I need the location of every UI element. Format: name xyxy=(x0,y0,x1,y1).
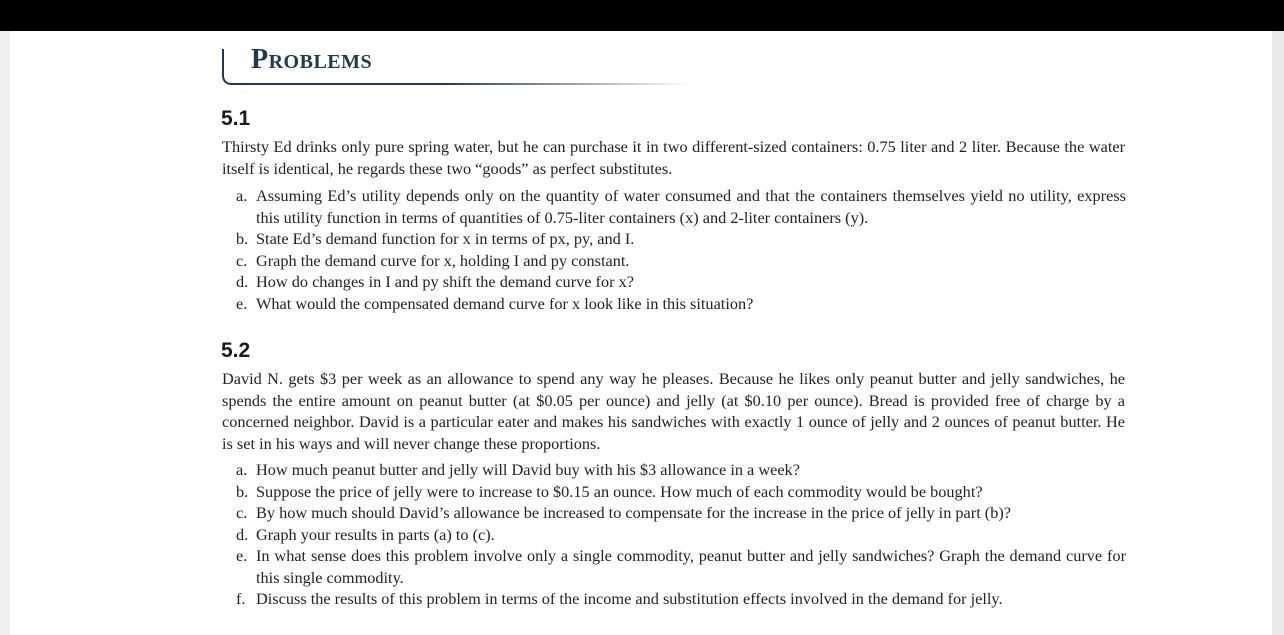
item-label: e. xyxy=(236,546,248,565)
item-text: What would the compensated demand curve for x look like in this situation? xyxy=(256,293,754,313)
item-text: Suppose the price of jelly were to increase to $0.15 an ounce. How much of each commodity would be bought? xyxy=(256,481,983,501)
item-label: c. xyxy=(236,250,248,270)
item-text: Graph the demand curve for x, holding I and py constant. xyxy=(256,250,630,270)
heading-rule xyxy=(236,83,691,85)
heading-bracket xyxy=(222,49,238,85)
list-item xyxy=(236,524,1126,546)
item-label: a. xyxy=(236,460,248,479)
item-text: Graph your results in parts (a) to (c). xyxy=(256,524,495,544)
problem-intro: David N. gets $3 per week as an allowance to spend any way he pleases. Because he likes only peanut butter and jelly sandwiches, he spends the entire amount on peanut butter (at $0.05 per ounce) and jelly (at $0.10 per ounce). Bread is provided free of charge by a concerned neighbor. David is a particular eater and makes his sandwiches with exactly 1 ounce of jelly and 2 ounces of peanut butter. He is set in his ways and will never change these proportions. xyxy=(222,369,1125,453)
list-item xyxy=(236,545,1126,588)
list-item xyxy=(236,250,1126,272)
list-item xyxy=(236,185,1126,228)
problem-items xyxy=(236,459,1126,610)
problem-number: 5.1 xyxy=(221,107,251,130)
item-label: a. xyxy=(236,186,248,205)
list-item xyxy=(236,271,1126,293)
list-item xyxy=(236,459,1126,481)
page-title: Problems xyxy=(251,44,373,75)
list-item xyxy=(236,588,1126,610)
item-label: e. xyxy=(236,293,248,313)
list-item xyxy=(236,293,1126,315)
item-label: f. xyxy=(236,589,246,608)
list-item xyxy=(236,502,1126,524)
problem-intro: Thirsty Ed drinks only pure spring water, but he can purchase it in two different-sized containers: 0.75 liter and 2 liter. Because the water itself is identical, he regards these two “goods” as perfect substitutes. xyxy=(222,137,1125,178)
item-text: By how much should David’s allowance be increased to compensate for the increase in the price of jelly in part (b)? xyxy=(256,503,1012,522)
right-page-edge xyxy=(1272,31,1284,635)
item-text: State Ed’s demand function for x in terms of px, py, and I. xyxy=(256,229,635,248)
item-label: d. xyxy=(236,524,249,544)
list-item xyxy=(236,228,1126,250)
item-text: Discuss the results of this problem in terms of the income and substitution effects involved in the demand for jelly. xyxy=(256,589,1003,608)
item-text: Assuming Ed’s utility depends only on the quantity of water consumed and that the containers themselves yield no utility, express this utility function in terms of quantities of 0.75-liter containers (x) and 2-liter containers (y). xyxy=(256,186,1126,227)
top-black-bar xyxy=(0,0,1284,31)
item-label: c. xyxy=(236,503,248,522)
item-label: b. xyxy=(236,481,249,501)
list-item xyxy=(236,481,1126,503)
item-text: How do changes in I and py shift the demand curve for x? xyxy=(256,272,634,291)
item-text: In what sense does this problem involve only a single commodity, peanut butter and jelly sandwiches? Graph the demand curve for this single commodity. xyxy=(256,546,1126,587)
item-label: b. xyxy=(236,229,249,248)
problem-items xyxy=(236,185,1126,314)
problem-number: 5.2 xyxy=(221,339,251,362)
item-label: d. xyxy=(236,272,249,291)
left-page-edge xyxy=(0,31,10,635)
item-text: How much peanut butter and jelly will David buy with his $3 allowance in a week? xyxy=(256,460,800,479)
